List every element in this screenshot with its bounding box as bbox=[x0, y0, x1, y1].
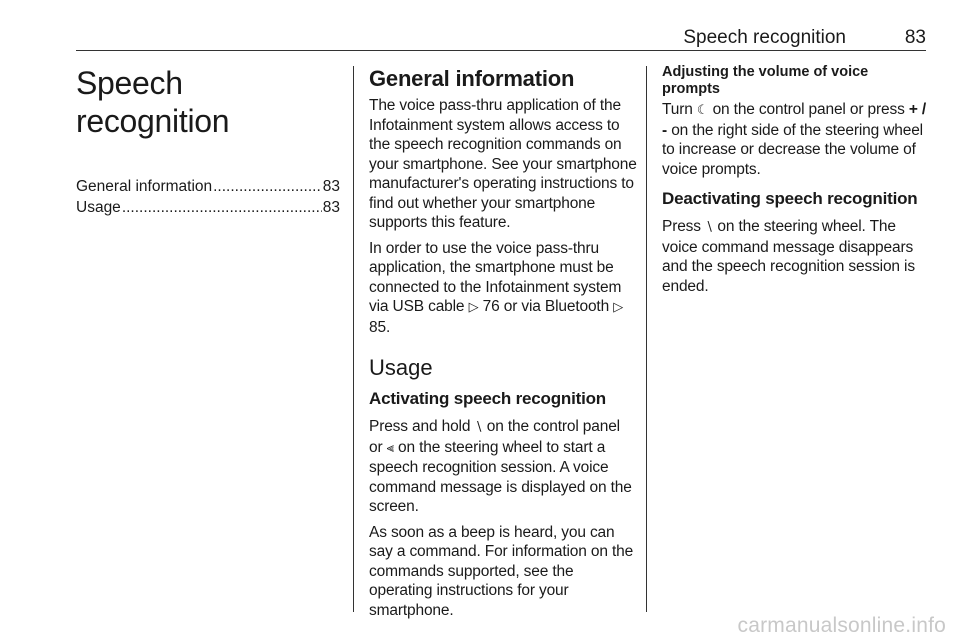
connection-paragraph: In order to use the voice pass-thru application, the smartphone must be connected to the Infotainment system via USB cable ▷ 76 or via Bluetooth ▷ 85. bbox=[369, 239, 624, 336]
toc-entry-general-information[interactable] bbox=[76, 176, 340, 197]
page-reference[interactable]: 76 bbox=[482, 298, 500, 315]
left-column bbox=[76, 64, 340, 218]
toc-page: 83 bbox=[322, 199, 340, 216]
column-divider bbox=[353, 66, 354, 612]
running-header-page-number: 83 bbox=[904, 27, 926, 48]
running-header-title: Speech recognition bbox=[683, 27, 846, 48]
steering-voice-icon: ⫷ bbox=[386, 440, 394, 456]
toc-label: Usage bbox=[76, 199, 121, 216]
deactivating-speech-recognition-heading: Deactivating speech recognition bbox=[662, 189, 918, 208]
volume-key-label: + / - bbox=[662, 101, 927, 139]
activating-speech-recognition-heading: Activating speech recognition bbox=[369, 389, 606, 408]
voice-button-icon: ∖ bbox=[705, 220, 714, 235]
voice-button-icon: ∖ bbox=[474, 420, 483, 435]
toc-leader-dots bbox=[122, 197, 322, 218]
cross-reference-arrow-icon: ▷ bbox=[613, 300, 624, 315]
activating-paragraph: Press and hold ∖ on the control panel or ⫷ on the steering wheel to start a speech recognition session. A voice command message is displayed on the screen. bbox=[369, 418, 632, 515]
usage-heading: Usage bbox=[369, 355, 433, 380]
toc-leader-dots bbox=[213, 176, 322, 197]
cross-reference-arrow-icon: ▷ bbox=[468, 300, 479, 315]
toc-page: 83 bbox=[322, 178, 340, 195]
column-divider bbox=[646, 66, 647, 612]
volume-knob-icon: ☾ bbox=[696, 103, 709, 118]
beep-paragraph: As soon as a beep is heard, you can say a command. For information on the commands supported, see the operating instructions for your smartphone. bbox=[369, 523, 634, 619]
watermark: carmanualsonline.info bbox=[737, 614, 946, 637]
general-information-heading: General information bbox=[369, 66, 575, 91]
toc-label: General information bbox=[76, 178, 213, 195]
adjusting-volume-heading: Adjusting the volume of voice prompts bbox=[662, 64, 869, 97]
page-reference[interactable]: 85 bbox=[369, 318, 386, 336]
chapter-title: Speech recognition bbox=[76, 65, 230, 139]
volume-paragraph: Turn ☾ on the control panel or press + / - on the right side of the steering wheel to increase or decrease the volume of voice prompts. bbox=[662, 101, 927, 178]
running-header bbox=[76, 26, 926, 51]
middle-column bbox=[369, 64, 637, 626]
general-information-paragraph: The voice pass-thru application of the Infotainment system allows access to the speech recognition commands on your smartphone. See your smartphone manufacturer's operating instructions to find out whether your smartphone supports this feature. bbox=[369, 97, 637, 231]
right-column bbox=[662, 64, 930, 302]
toc-entry-usage[interactable] bbox=[76, 197, 340, 218]
deactivating-paragraph: Press ∖ on the steering wheel. The voice command message disappears and the speech recognition session is ended. bbox=[662, 218, 915, 295]
